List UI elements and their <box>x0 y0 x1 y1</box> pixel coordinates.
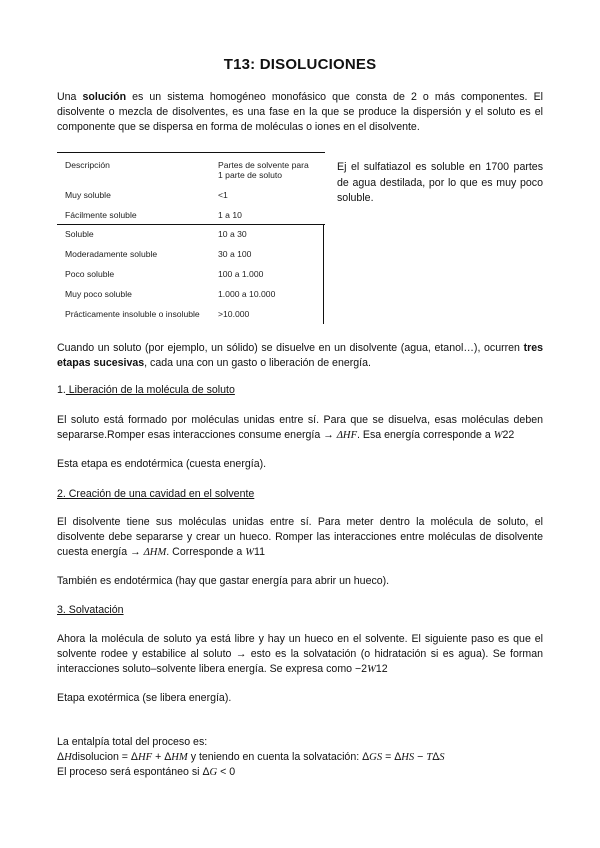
table-row-desc: Muy poco soluble <box>65 289 132 299</box>
table-header-parts-line2: 1 parte de soluto <box>218 170 283 180</box>
step1-note: Esta etapa es endotérmica (cuesta energía). <box>57 458 267 470</box>
step2-symbol: ΔHM <box>143 547 167 559</box>
step1-paragraph <box>57 413 543 443</box>
table-row-parts: 1.000 a 10.000 <box>218 289 276 299</box>
step2-text: El disolvente tiene sus moléculas unidas entre sí. Para meter dentro la molécula de soluto, el disolvente debe separarse y crear un hueco. Romper las interacciones entre moléculas de disolvente cuesta energía → <box>57 516 543 559</box>
eq-part: + Δ <box>152 751 172 763</box>
eq-part: y teniendo en cuenta la solvatación: Δ <box>187 751 370 763</box>
table-row-desc: Poco soluble <box>65 269 115 279</box>
stages-intro-paragraph <box>57 341 543 371</box>
step1-text: El soluto está formado por moléculas unidas entre sí. Para que se disuelva, esas moléculas deben separarse.Romper esas interacciones consume energía → <box>57 414 543 442</box>
step1-text-mid: . Esa energía corresponde a <box>357 429 494 442</box>
eq-part: H <box>64 752 72 763</box>
step1-w: W <box>493 430 503 442</box>
step1-symbol: ΔHF <box>336 430 358 442</box>
eq-part: HM <box>171 752 188 763</box>
table-row-parts: 1 a 10 <box>218 210 242 220</box>
step1-heading-text: Liberación de la molécula de soluto <box>65 384 235 396</box>
side-note: Ej el sulfatiazol es soluble en 1700 partes de agua destilada, por lo que es muy poco soluble. <box>337 161 543 205</box>
step2-heading: 2. Creación de una cavidad en el solvente <box>57 488 255 500</box>
stages-bold: tres etapas sucesivas <box>57 342 543 370</box>
step1-w-sub: 22 <box>502 429 515 442</box>
table-top-rule <box>57 152 325 153</box>
enthalpy-line1: La entalpía total del proceso es: <box>57 736 208 748</box>
eq-part: El proceso será espontáneo si Δ <box>57 766 210 778</box>
step3-heading: 3. Solvatación <box>57 604 124 616</box>
eq-part: T <box>426 752 433 763</box>
page-title: T13: DISOLUCIONES <box>223 56 377 73</box>
step1-heading-number: 1. <box>57 384 66 396</box>
eq-part: GS <box>369 752 383 763</box>
table-middle-rule <box>57 224 325 225</box>
step2-text-mid: . Corresponde a <box>166 546 246 559</box>
step3-expr: −2 <box>354 663 368 676</box>
table-row-desc: Prácticamente insoluble o insoluble <box>65 309 200 319</box>
table-row-desc: Muy soluble <box>65 190 111 200</box>
table-header-description: Descripción <box>65 160 110 170</box>
step2-w-sub: 11 <box>254 546 266 559</box>
eq-part: < 0 <box>217 766 236 778</box>
table-right-rule <box>323 224 324 324</box>
table-row-parts: 10 a 30 <box>218 229 247 239</box>
step3-w-sub: 12 <box>375 663 388 676</box>
step3-text: Ahora la molécula de soluto ya está libre y hay un hueco en el solvente. El siguiente paso es que el solvente rodee y estabilice al soluto → esto es la solvatación (o hidratación si es agua). Se forman interacciones soluto–solvente libera energía. Se expresa como <box>57 633 543 676</box>
table-row-desc: Soluble <box>65 229 94 239</box>
enthalpy-line2 <box>57 750 445 765</box>
table-row-parts: >10.000 <box>218 309 250 319</box>
stages-pre: Cuando un soluto (por ejemplo, un sólido) se disuelve en un disolvente (agua, etanol…), ocurren <box>57 342 524 354</box>
step3-paragraph <box>57 632 543 678</box>
intro-paragraph <box>57 90 543 136</box>
table-row-desc: Moderadamente soluble <box>65 249 158 259</box>
stages-post: , cada una con un gasto o liberación de energía. <box>144 357 371 370</box>
eq-part: S <box>439 752 445 763</box>
eq-part: disolucion = Δ <box>71 751 138 763</box>
intro-post: es un sistema homogéneo monofásico que consta de 2 o más componentes. El disolvente o mezcla de disolventes, es una fase en la que se produce la dispersión y el soluto es el componente que se dispersa en forma de moléculas o iones en el disolvente. <box>57 91 543 134</box>
eq-part: HS <box>401 752 415 763</box>
step3-note: Etapa exotérmica (se libera energía). <box>57 692 232 704</box>
table-header-parts-line1: Partes de solvente para <box>218 160 309 170</box>
table-row-parts: 30 a 100 <box>218 249 252 259</box>
table-row-parts: 100 a 1.000 <box>218 269 264 279</box>
table-row-parts: <1 <box>218 190 228 200</box>
enthalpy-line3 <box>57 765 235 780</box>
eq-part: HF <box>138 752 153 763</box>
step1-heading <box>57 383 235 398</box>
eq-part: Δ <box>432 751 440 763</box>
step3-w: W <box>367 664 376 676</box>
table-row-desc: Fácilmente soluble <box>65 210 137 220</box>
solubility-table <box>57 152 325 324</box>
eq-part: G <box>209 767 218 778</box>
eq-part: = Δ <box>382 751 402 763</box>
intro-bold-term: solución <box>82 91 127 103</box>
eq-part: − <box>414 751 427 763</box>
intro-pre: Una <box>57 91 83 103</box>
eq-part: Δ <box>57 751 65 763</box>
step2-note: También es endotérmica (hay que gastar energía para abrir un hueco). <box>57 575 390 587</box>
step2-paragraph <box>57 515 543 561</box>
step2-w: W <box>245 547 255 559</box>
